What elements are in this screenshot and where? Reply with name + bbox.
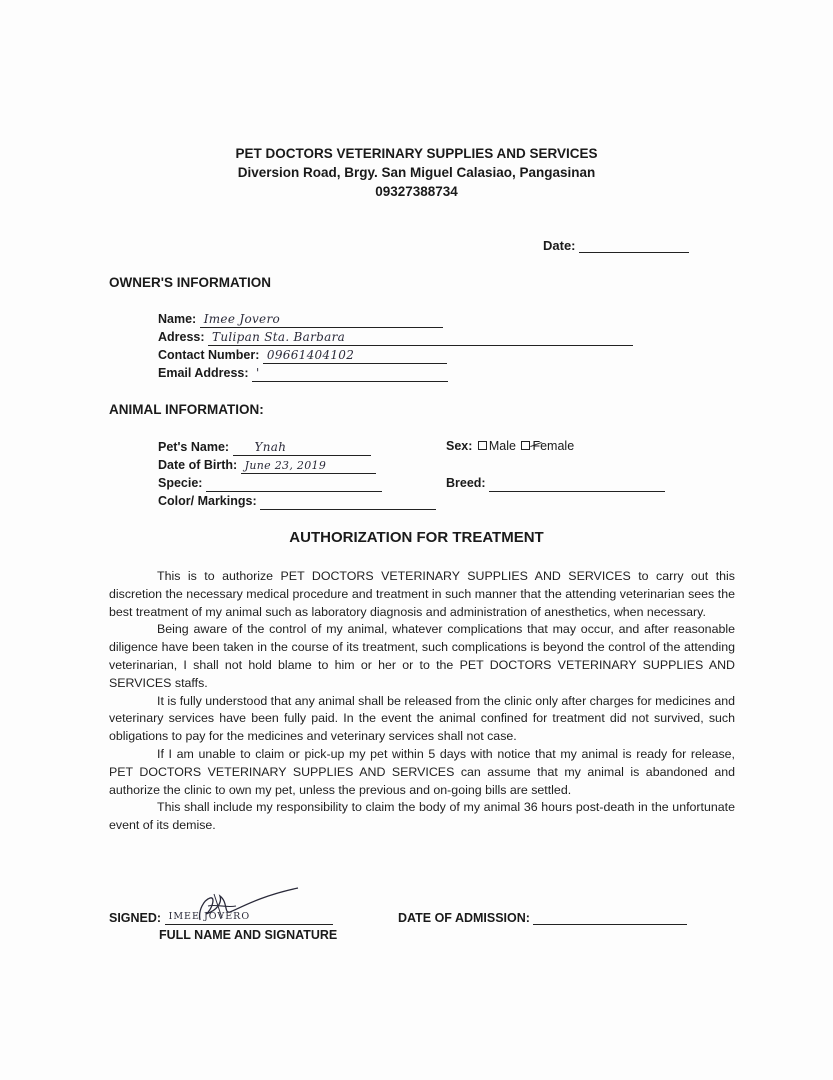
authorization-paragraph: It is fully understood that any animal shall be released from the clinic only after charges for medicines and veterinary services have been fully paid. In the event the animal confined for treatment did not survived, such obligations to pay for the medicines and veterinary services shall not case. xyxy=(109,693,735,744)
pet-name-value: Ynah xyxy=(254,440,287,454)
breed-label: Breed: xyxy=(446,476,486,490)
animal-section-title: ANIMAL INFORMATION: xyxy=(109,402,264,417)
dob-value: June 23, 2019 xyxy=(244,459,327,472)
male-label: Male xyxy=(488,439,516,453)
authorization-paragraph: If I am unable to claim or pick-up my pet within 5 days with notice that my animal is ready for release, PET DOCTORS VETERINARY SUPPLIES AND SERVICES can assume that my animal is abandoned and authorize the clinic to own my pet, unless the previous and on-going bills are settled. xyxy=(109,746,735,797)
pet-name-label: Pet's Name: xyxy=(158,440,230,454)
owner-email-field[interactable] xyxy=(158,365,448,382)
male-checkbox[interactable] xyxy=(478,441,487,450)
owner-name-line[interactable] xyxy=(200,312,443,328)
admission-date-label: DATE OF ADMISSION: xyxy=(398,911,530,925)
owner-name-value: Imee Jovero xyxy=(203,312,281,326)
date-field[interactable] xyxy=(543,237,689,253)
sex-field xyxy=(446,439,574,453)
breed-line[interactable] xyxy=(489,476,665,492)
owner-address-label: Adress: xyxy=(158,330,205,344)
owner-email-line[interactable] xyxy=(252,366,448,382)
specie-field[interactable] xyxy=(158,475,382,492)
sex-label: Sex: xyxy=(446,439,473,453)
dob-label: Date of Birth: xyxy=(158,458,238,472)
company-phone: 09327388734 xyxy=(375,184,458,199)
owner-name-field[interactable] xyxy=(158,311,443,328)
authorization-body xyxy=(109,568,735,835)
owner-email-label: Email Address: xyxy=(158,366,249,380)
signature-scribble-icon xyxy=(170,884,305,926)
breed-field[interactable] xyxy=(446,475,665,492)
signed-name-value: IMEE JOVERO xyxy=(168,911,251,922)
authorization-title: AUTHORIZATION FOR TREATMENT xyxy=(289,529,544,546)
owner-section-title: OWNER'S INFORMATION xyxy=(109,275,271,290)
authorization-paragraph: Being aware of the control of my animal, whatever complications that may occur, and after reasonable diligence have been taken in the course of its treatment, such complications is beyond the control of the attending veterinarian, I shall not hold blame to him or her or to the PET DOCTORS VETERINARY SUPPLIES AND SERVICES staffs. xyxy=(109,622,735,690)
dob-line[interactable] xyxy=(241,458,376,474)
admission-date-field[interactable] xyxy=(398,909,687,925)
owner-address-field[interactable] xyxy=(158,329,633,346)
authorization-paragraph: This is to authorize PET DOCTORS VETERINARY SUPPLIES AND SERVICES to carry out this discretion the necessary medical procedure and treatment in such manner that the attending veterinarian sees the best treatment of my animal such as laboratory diagnosis and administration of anesthetics, when necessary. xyxy=(109,569,735,619)
owner-contact-value: 09661404102 xyxy=(266,348,355,362)
pet-name-line[interactable] xyxy=(233,440,371,456)
specie-label: Specie: xyxy=(158,476,203,490)
owner-name-label: Name: xyxy=(158,312,197,326)
color-field[interactable] xyxy=(158,493,436,510)
dob-field[interactable] xyxy=(158,457,376,474)
specie-line[interactable] xyxy=(206,476,382,492)
owner-contact-field[interactable] xyxy=(158,347,447,364)
company-address: Diversion Road, Brgy. San Miguel Calasiao, Pangasinan xyxy=(237,165,596,180)
female-label: Female xyxy=(532,439,575,453)
owner-address-line[interactable] xyxy=(208,330,633,346)
date-line[interactable] xyxy=(579,237,689,253)
admission-date-line[interactable] xyxy=(533,909,687,925)
authorization-paragraph: This shall include my responsibility to claim the body of my animal 36 hours post-death in the unfortunate event of its demise. xyxy=(109,800,735,833)
fullname-signature-label: FULL NAME AND SIGNATURE xyxy=(159,928,338,942)
date-label: Date: xyxy=(543,238,576,253)
color-label: Color/ Markings: xyxy=(158,494,257,508)
signed-label: SIGNED: xyxy=(109,911,162,925)
owner-contact-line[interactable] xyxy=(263,348,447,364)
owner-address-value: Tulipan Sta. Barbara xyxy=(212,330,346,344)
owner-email-value: ' xyxy=(256,366,260,380)
company-name: PET DOCTORS VETERINARY SUPPLIES AND SERVICES xyxy=(235,146,598,161)
color-line[interactable] xyxy=(260,494,436,510)
owner-contact-label: Contact Number: xyxy=(158,348,260,362)
pet-name-field[interactable] xyxy=(158,439,371,456)
